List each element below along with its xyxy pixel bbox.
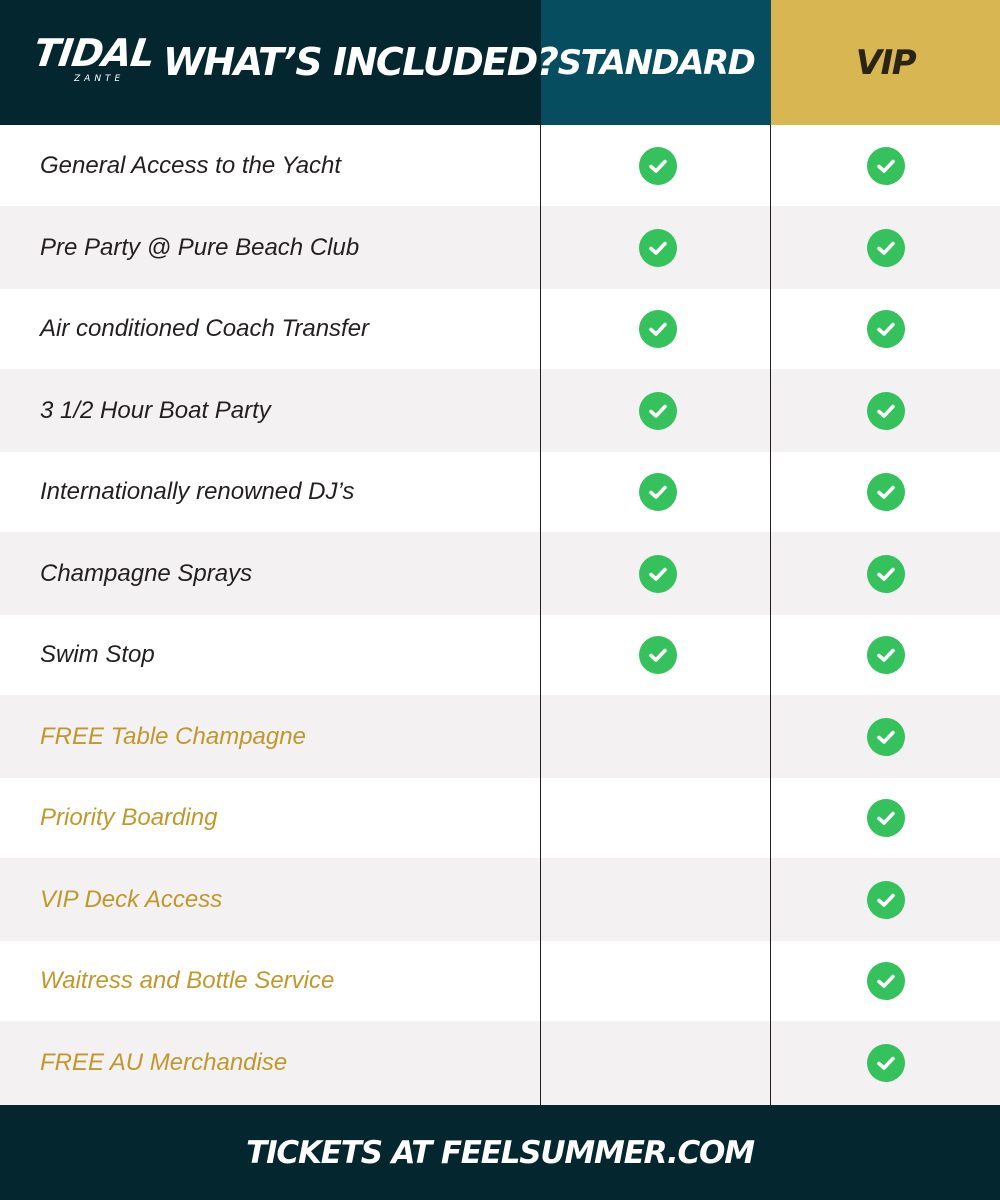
standard-column-header	[541, 0, 771, 125]
feature-label: General Access to the Yacht	[40, 151, 342, 179]
vip-check-circle-icon	[867, 147, 905, 185]
feature-label: Swim Stop	[40, 641, 155, 668]
feature-label: Priority Boarding	[40, 804, 218, 831]
feature-label: Air conditioned Coach Transfer	[40, 315, 370, 342]
page-title: WHAT’S INCLUDED?	[163, 40, 558, 84]
standard-check-circle-icon	[639, 147, 677, 185]
table-row	[0, 369, 1000, 452]
table-row	[0, 452, 1000, 532]
vip-check-circle-icon	[867, 310, 905, 348]
vip-check-circle-icon	[867, 1044, 905, 1082]
footer-bar	[0, 1105, 1000, 1200]
feature-rows	[0, 125, 1000, 1105]
standard-check-circle-icon	[639, 473, 677, 511]
standard-check-circle-icon	[639, 636, 677, 674]
tidal-zante-logo	[30, 30, 158, 88]
standard-column-label: STANDARD	[557, 42, 755, 83]
table-row	[0, 1021, 1000, 1105]
feature-label: FREE Table Champagne	[40, 722, 306, 750]
vip-check-circle-icon	[867, 962, 905, 1000]
table-row	[0, 125, 1000, 206]
vip-check-circle-icon	[867, 555, 905, 593]
logo-subtext: ZANTE	[74, 74, 125, 84]
header-title-cell	[0, 0, 558, 125]
vip-check-circle-icon	[867, 718, 905, 756]
standard-check-circle-icon	[639, 229, 677, 267]
table-row	[0, 941, 1000, 1021]
vip-check-circle-icon	[867, 229, 905, 267]
table-row	[0, 532, 1000, 615]
feature-label: Pre Party @ Pure Beach Club	[40, 233, 360, 261]
column-divider-standard	[540, 125, 541, 1105]
feature-label: VIP Deck Access	[40, 885, 223, 913]
feature-label: Waitress and Bottle Service	[40, 967, 335, 994]
logo-text: TIDAL	[30, 31, 158, 75]
vip-check-circle-icon	[867, 636, 905, 674]
standard-check-circle-icon	[639, 555, 677, 593]
table-row	[0, 206, 1000, 289]
table-row	[0, 695, 1000, 778]
vip-check-circle-icon	[867, 881, 905, 919]
standard-check-circle-icon	[639, 392, 677, 430]
feature-label: Internationally renowned DJ’s	[40, 478, 355, 505]
column-divider-vip	[770, 125, 771, 1105]
table-row	[0, 615, 1000, 695]
table-row	[0, 778, 1000, 858]
table-row	[0, 289, 1000, 369]
vip-column-header	[771, 0, 1000, 125]
table-row	[0, 858, 1000, 941]
vip-check-circle-icon	[867, 799, 905, 837]
feature-label: 3 1/2 Hour Boat Party	[40, 396, 271, 424]
vip-check-circle-icon	[867, 473, 905, 511]
table-header	[0, 0, 1000, 125]
feature-label: FREE AU Merchandise	[40, 1049, 288, 1076]
vip-check-circle-icon	[867, 392, 905, 430]
standard-check-circle-icon	[639, 310, 677, 348]
tickets-link[interactable]: TICKETS AT FEELSUMMER.COM	[246, 1134, 754, 1171]
feature-label: Champagne Sprays	[40, 559, 253, 587]
vip-column-label: VIP	[855, 42, 916, 83]
